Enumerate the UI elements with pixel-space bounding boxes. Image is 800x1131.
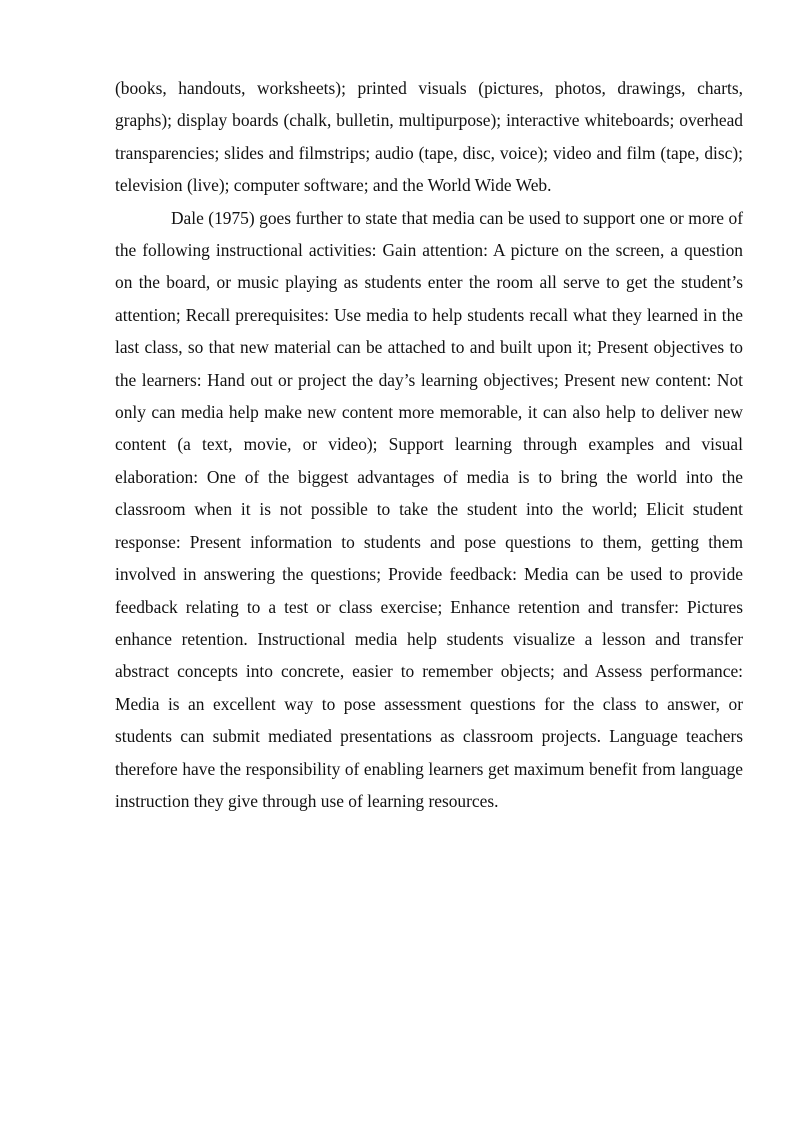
- paragraph-continuation: (books, handouts, worksheets); printed visuals (pictures, photos, drawings, charts, graphs); display boards (chalk, bulletin, multipurpose); interactive whiteboards; overhead transparencies; slides and filmstrips; audio (tape, disc, voice); video and film (tape, disc); television (live); computer software; and the World Wide Web.: [115, 78, 743, 196]
- paragraph-dale-1975: Dale (1975) goes further to state that media can be used to support one or more of the following instructional activities: Gain attention: A picture on the screen, a question on the board, or music playing as students enter the room all serve to get the student’s attention; Recall prerequisites: Use media to help students recall what they learned in the last class, so that new material can be attached to and built upon it; Present objectives to the learners: Hand out or project the day’s learning objectives; Present new content: Not only can media help make new content more memorable, it can also help to deliver new content (a text, movie, or video); Support learning through examples and visual elaboration: One of the biggest advantages of media is to bring the world into the classroom when it is not possible to take the student into the world; Elicit student response: Present information to students and pose questions to them, getting them involved in answering the questions; Provide feedback: Media can be used to provide feedback relating to a test or class exercise; Enhance retention and transfer: Pictures enhance retention. Instructional media help students visualize a lesson and transfer abstract concepts into concrete, easier to remember objects; and Assess performance: Media is an excellent way to pose assessment questions for the class to answer, or students can submit mediated presentations as classroom projects. Language teachers therefore have the responsibility of enabling learners get maximum benefit from language instruction they give through use of learning resources.: [115, 207, 743, 811]
- body-text: [115, 72, 743, 817]
